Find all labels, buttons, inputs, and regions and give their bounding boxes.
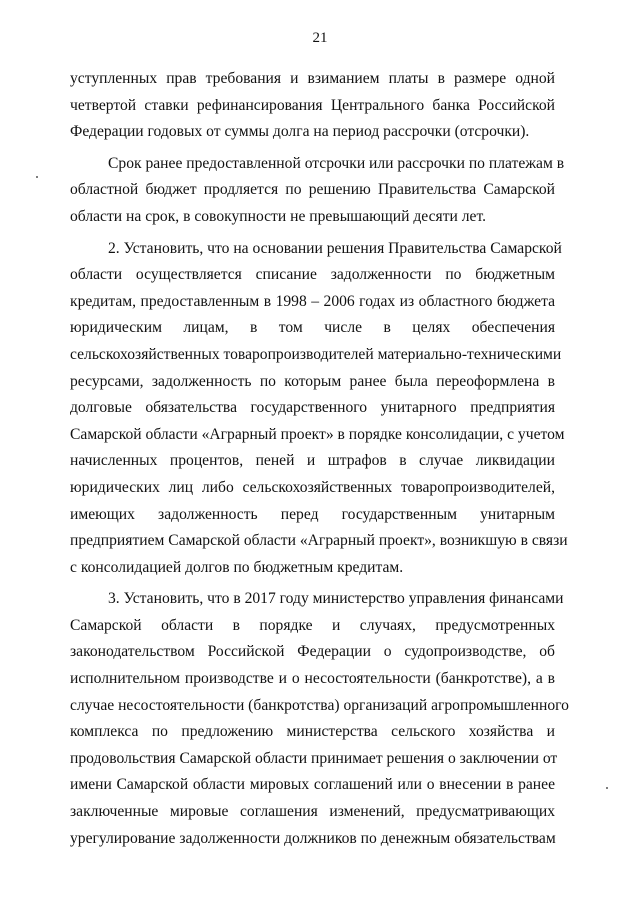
text-line: юридических лиц либо сельскохозяйственных товаропроизводителей, [70, 478, 555, 496]
text-line: области осуществляется списание задолженности по бюджетным [70, 266, 555, 284]
text-line: предприятием Самарской области «Аграрный проект», возникшую в связи [70, 532, 568, 550]
document-body [70, 66, 569, 852]
text-line: уступленных прав требования и взиманием платы в размере одной [70, 70, 555, 87]
text-line: законодательством Российской Федерации о судопроизводстве, об [70, 643, 555, 661]
text-line: с консолидацией долгов по бюджетным кредитам. [70, 558, 404, 576]
text-line: случае несостоятельности (банкротства) организаций агропромышленного [70, 696, 569, 714]
text-line: кредитам, предоставленным в 1998 – 2006 годах из областного бюджета [70, 292, 555, 310]
page-number: 21 [312, 30, 328, 46]
text-line: Самарской области «Аграрный проект» в порядке консолидации, с учетом [70, 425, 565, 443]
text-line: четвертой ставки рефинансирования Центрального банка Российской [70, 96, 555, 114]
text-line: областной бюджет продляется по решению Правительства Самарской [70, 181, 555, 199]
text-line: юридическим лицам, в том числе в целях обеспечения [70, 319, 555, 337]
text-line: комплекса по предложению министерства сельского хозяйства и [70, 723, 555, 741]
text-line: исполнительном производстве и о несостоятельности (банкротстве), а в [70, 670, 555, 688]
text-line: урегулирование задолженности должников по денежным обязательствам [70, 829, 556, 847]
text-line: 3. Установить, что в 2017 году министерство управления финансами [108, 590, 564, 608]
text-line: имени Самарской области мировых соглашений или о внесении в ранее [70, 776, 555, 794]
paragraph-deferral-term [70, 151, 565, 231]
scan-speck [606, 787, 608, 789]
text-line: имеющих задолженность перед государственным унитарным [70, 505, 555, 523]
text-line: продовольствия Самарской области принимает решения о заключении от [70, 749, 558, 767]
text-line: Самарской области в порядке и случаях, предусмотренных [70, 616, 555, 634]
text-line: Срок ранее предоставленной отсрочки или рассрочки по платежам в [108, 154, 565, 172]
paragraph-continuation [70, 66, 555, 146]
text-line: Федерации годовых от суммы долга на период рассрочки (отсрочки). [70, 123, 530, 141]
text-line: области на срок, в совокупности не превышающий десяти лет. [70, 207, 486, 225]
scan-speck [36, 176, 38, 178]
text-line: начисленных процентов, пеней и штрафов в случае ликвидации [70, 452, 555, 470]
text-line: долговые обязательства государственного унитарного предприятия [70, 399, 555, 417]
paragraph-item-3 [70, 586, 569, 852]
text-line: ресурсами, задолженность по которым ранее была переоформлена в [70, 372, 555, 390]
text-line: сельскохозяйственных товаропроизводителей материально-техническими [70, 345, 562, 363]
text-line: заключенные мировые соглашения изменений, предусматривающих [70, 803, 555, 821]
paragraph-item-2 [70, 236, 568, 582]
text-line: 2. Установить, что на основании решения Правительства Самарской [108, 239, 562, 257]
